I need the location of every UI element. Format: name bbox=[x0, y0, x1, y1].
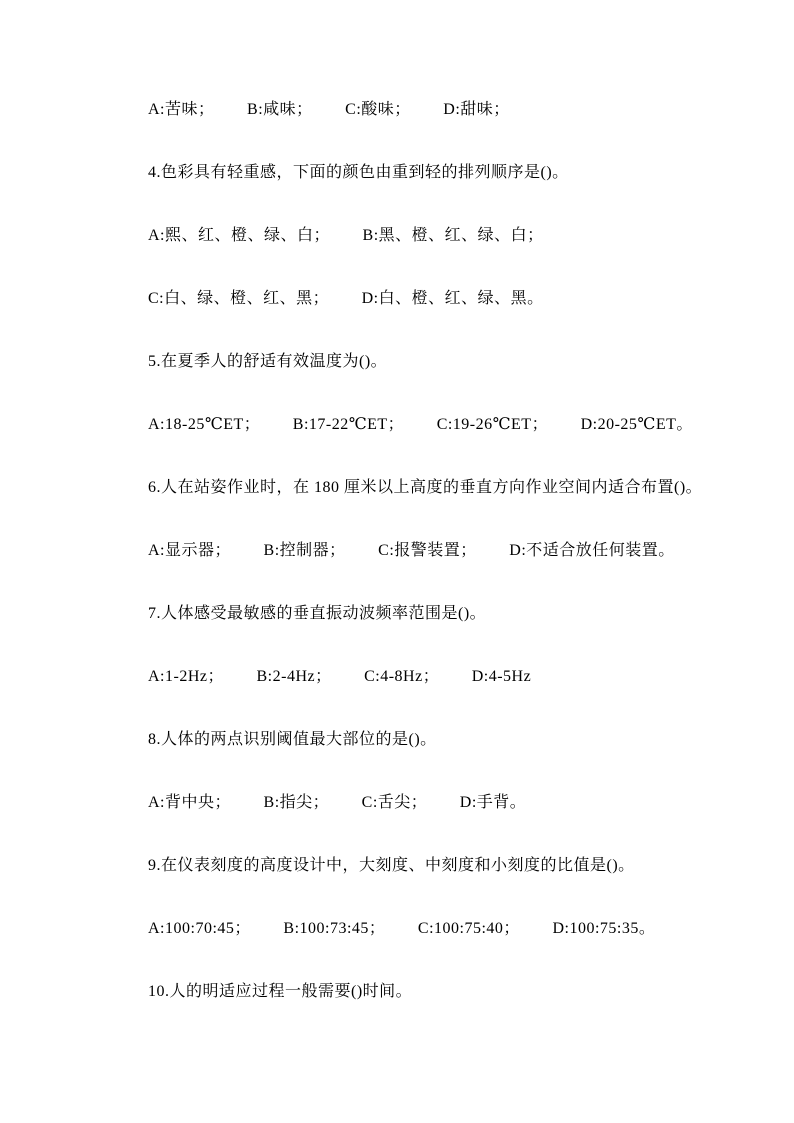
question-8: 8.人体的两点识别阈值最大部位的是()。 bbox=[148, 731, 437, 748]
option-a: A:1-2Hz； bbox=[148, 668, 224, 685]
option-b: B:2-4Hz； bbox=[256, 668, 332, 685]
option-c: C:100:75:40； bbox=[417, 920, 520, 937]
options-line-q5 bbox=[148, 415, 724, 435]
option-c: C:舌尖； bbox=[361, 794, 428, 811]
options-line-q8 bbox=[148, 793, 724, 813]
options-line-q4-cd bbox=[148, 289, 724, 309]
option-b: B:指尖； bbox=[263, 794, 330, 811]
option-d: D:不适合放任何装置。 bbox=[509, 542, 675, 559]
option-d: D:手背。 bbox=[459, 794, 527, 811]
option-d: D:甜味； bbox=[443, 101, 510, 118]
option-a: A:背中央； bbox=[148, 794, 232, 811]
options-line-q9 bbox=[148, 919, 724, 939]
option-a: A:100:70:45； bbox=[148, 920, 251, 937]
option-b: B:黑、橙、红、绿、白； bbox=[362, 227, 544, 244]
option-a: A:苦味； bbox=[148, 101, 215, 118]
question-9: 9.在仪表刻度的高度设计中，大刻度、中刻度和小刻度的比值是()。 bbox=[148, 857, 635, 874]
option-c: C:4-8Hz； bbox=[364, 668, 440, 685]
option-a: A:18-25℃ET； bbox=[148, 416, 261, 433]
option-b: B:控制器； bbox=[263, 542, 346, 559]
options-line-q6 bbox=[148, 541, 724, 561]
option-a: A:熙、红、橙、绿、白； bbox=[148, 227, 331, 244]
question-7: 7.人体感受最敏感的垂直振动波频率范围是()。 bbox=[148, 605, 487, 622]
option-a: A:显示器； bbox=[148, 542, 232, 559]
option-b: B:100:73:45； bbox=[283, 920, 386, 937]
question-5: 5.在夏季人的舒适有效温度为()。 bbox=[148, 353, 388, 370]
options-line-q4-ab bbox=[148, 226, 724, 246]
option-b: B:咸味； bbox=[247, 101, 313, 118]
option-c: C:白、绿、橙、红、黑； bbox=[148, 290, 330, 307]
option-c: C:19-26℃ET； bbox=[436, 416, 549, 433]
option-d: D:20-25℃ET。 bbox=[580, 416, 693, 433]
option-d: D:白、橙、红、绿、黑。 bbox=[361, 290, 544, 307]
option-c: C:报警装置； bbox=[378, 542, 477, 559]
option-d: D:4-5Hz bbox=[471, 668, 532, 685]
question-6: 6.人在站姿作业时，在 180 厘米以上高度的垂直方向作业空间内适合布置()。 bbox=[148, 479, 703, 496]
question-4: 4.色彩具有轻重感，下面的颜色由重到轻的排列顺序是()。 bbox=[148, 164, 569, 181]
option-c: C:酸味； bbox=[345, 101, 411, 118]
options-line-q7 bbox=[148, 667, 724, 687]
question-10: 10.人的明适应过程一般需要()时间。 bbox=[148, 983, 413, 1000]
option-d: D:100:75:35。 bbox=[552, 920, 656, 937]
option-b: B:17-22℃ET； bbox=[292, 416, 405, 433]
options-line-q3 bbox=[148, 100, 724, 120]
